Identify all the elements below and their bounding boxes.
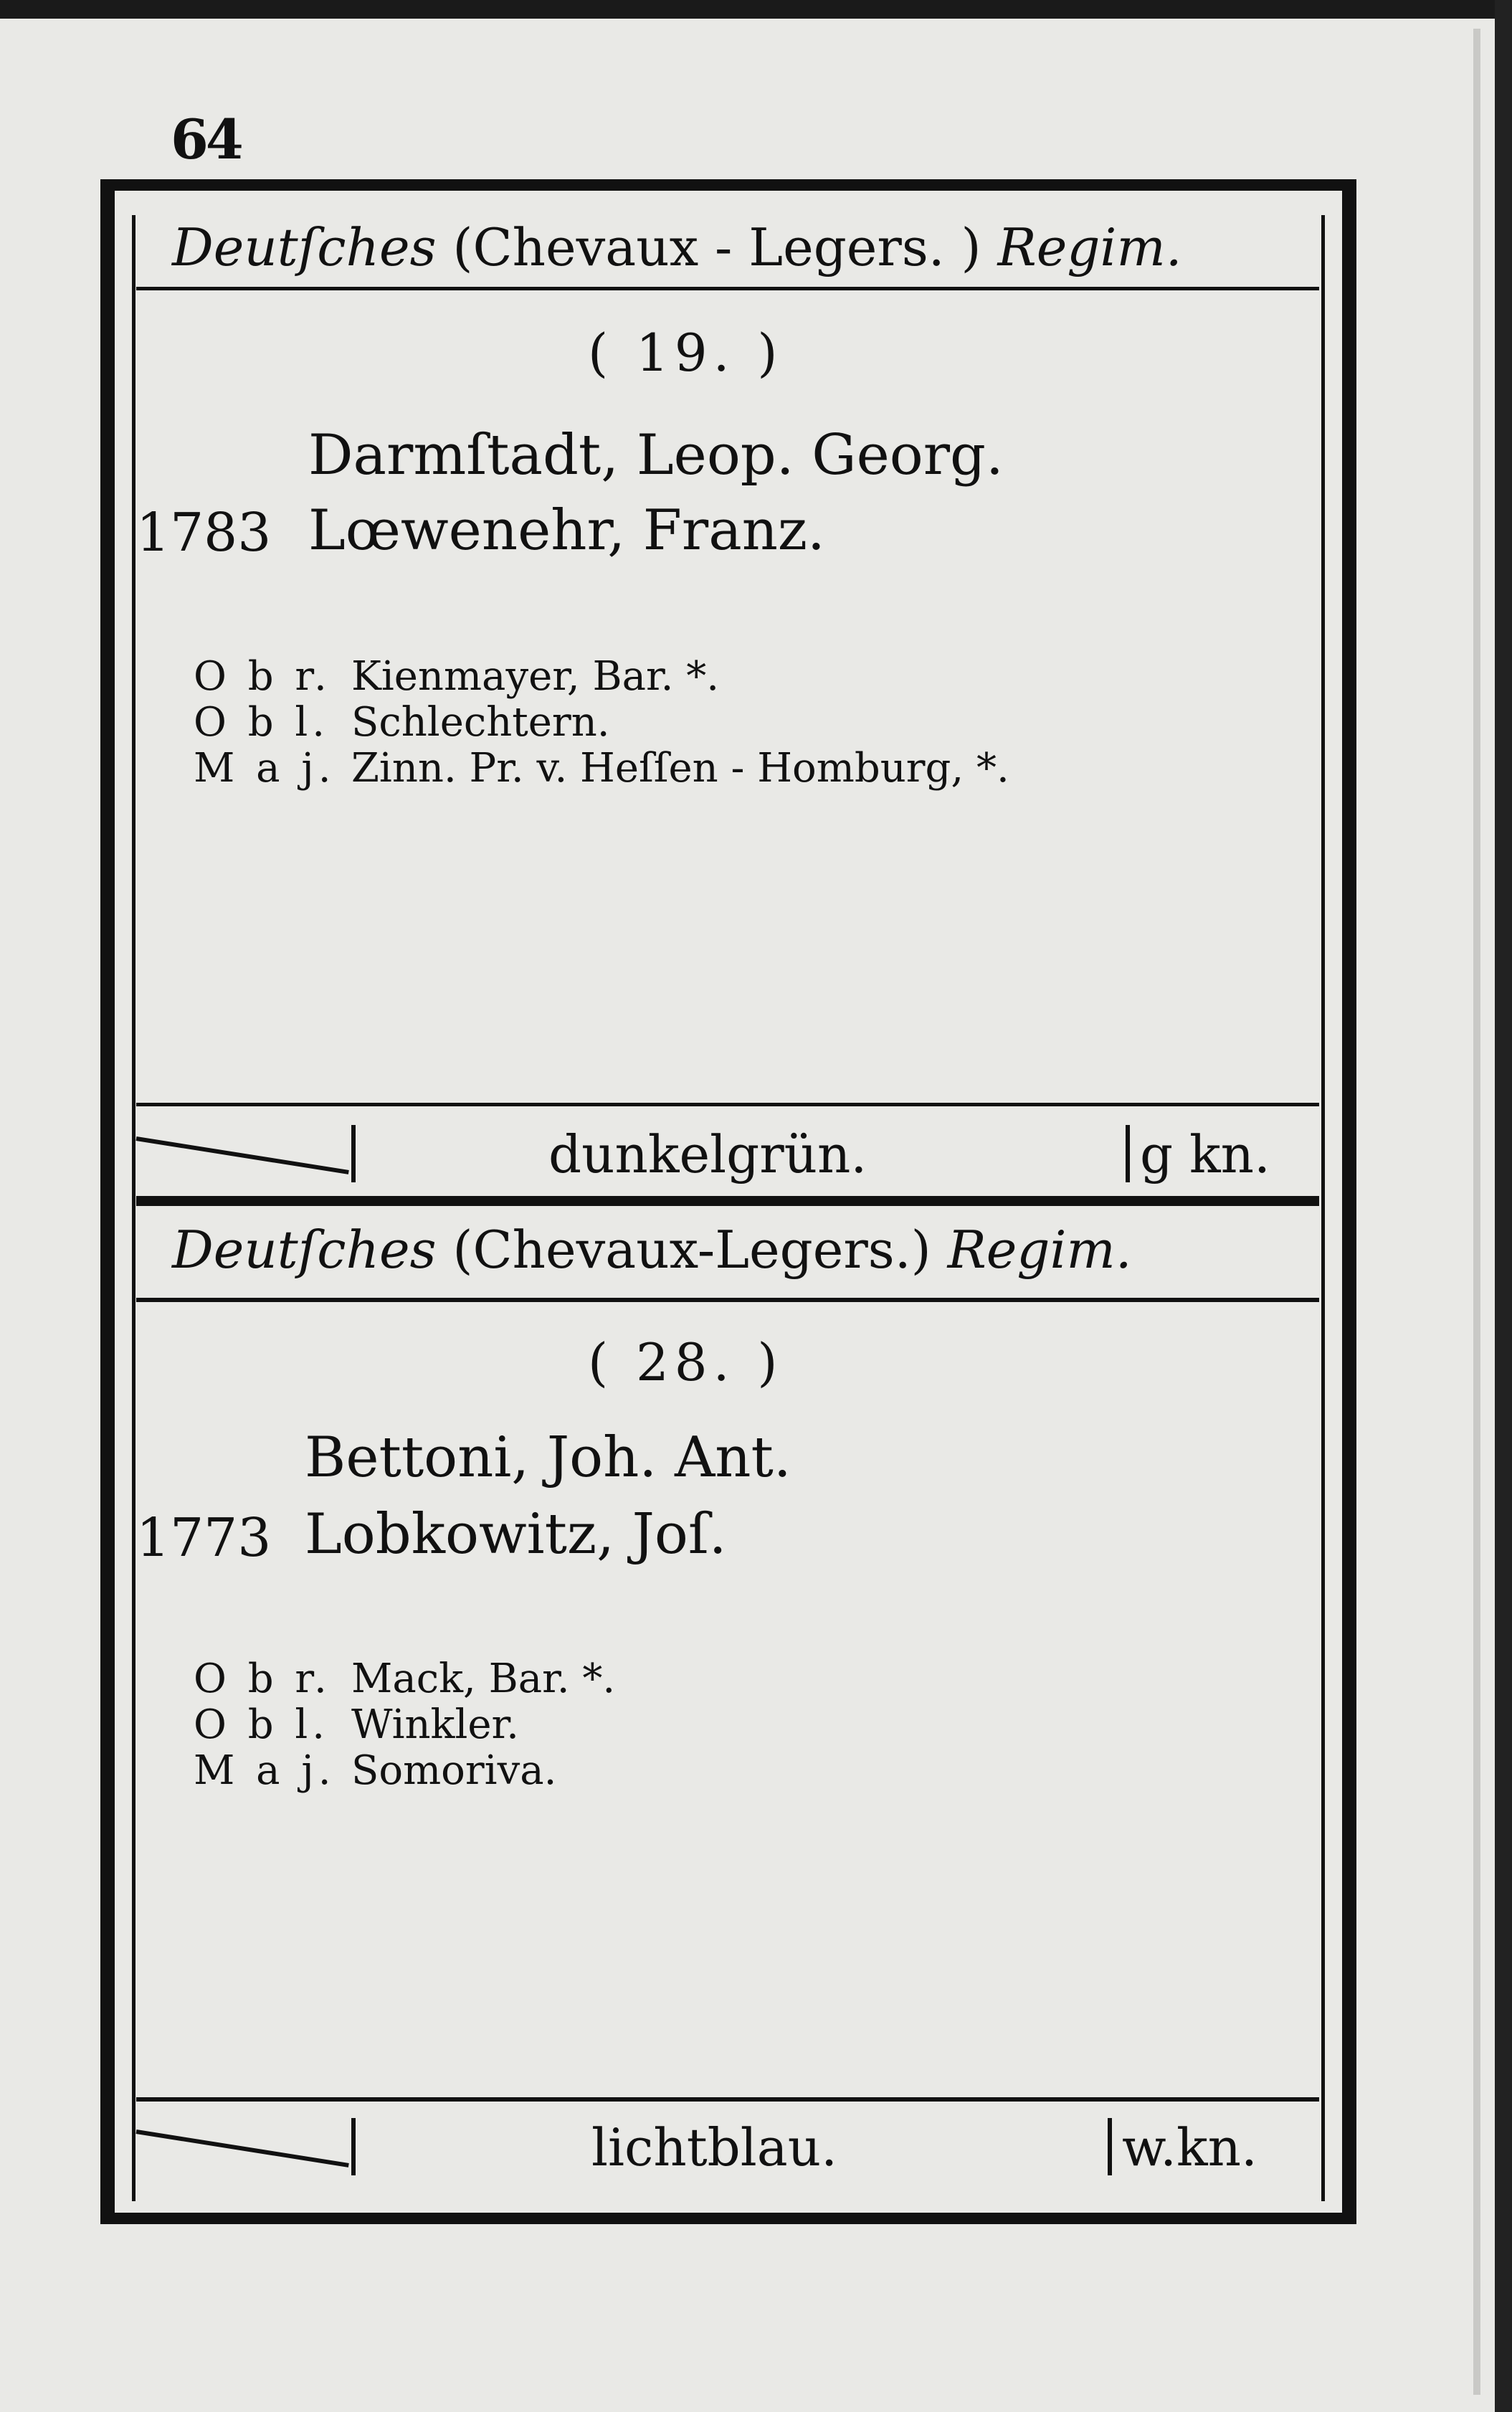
header-suffix: Regim. [947, 1220, 1132, 1280]
header-prefix: Deutſches [172, 217, 437, 277]
section-2-officer-row [194, 1748, 556, 1794]
footer-divider [1126, 1125, 1130, 1182]
section-2-header [136, 1210, 1319, 1289]
section-1-officer-row [194, 654, 719, 700]
scan-edge-shadow [1473, 29, 1480, 2395]
button-color: g kn. [1140, 1124, 1270, 1184]
scan-edge-right [1495, 0, 1512, 2412]
section-1-officer-row [194, 700, 610, 746]
officer-name: Somoriva. [351, 1747, 557, 1794]
footer-slash [136, 1136, 349, 1174]
footer-slash [136, 2130, 349, 2168]
officer-rank: O b r. [194, 653, 331, 700]
scan-edge-top [0, 0, 1512, 19]
uniform-color: dunkelgrün. [548, 1124, 867, 1184]
section-1-officer-row [194, 746, 1009, 792]
officer-rank: O b l. [194, 1701, 330, 1748]
section-1-header-rule [136, 287, 1319, 290]
section-1-footer-rule [136, 1103, 1319, 1106]
section-2-footer [136, 2108, 1319, 2187]
section-1-footer [136, 1115, 1319, 1194]
header-suffix: Regim. [997, 217, 1182, 277]
section-divider-thick [136, 1196, 1319, 1206]
footer-divider [351, 2118, 356, 2175]
officer-name: Kienmayer, Bar. *. [351, 653, 719, 700]
button-color: w.kn. [1122, 2117, 1257, 2178]
uniform-color: lichtblau. [591, 2117, 837, 2178]
officer-name: Mack, Bar. *. [351, 1656, 616, 1702]
header-middle: (Chevaux-Legers.) [436, 1220, 948, 1280]
section-1-second-owner: Lœwenehr, Franz. [308, 498, 825, 563]
officer-name: Zinn. Pr. v. Heſſen - Homburg, *. [351, 745, 1009, 792]
header-middle: (Chevaux - Legers. ) [436, 217, 998, 277]
section-1-year: 1783 [136, 502, 272, 564]
section-1-header [136, 208, 1319, 287]
header-prefix: Deutſches [172, 1220, 437, 1280]
section-2-footer-rule [136, 2097, 1319, 2102]
section-2-owner: Bettoni, Joh. Ant. [305, 1425, 791, 1490]
frame-inner-left-rule [132, 215, 135, 2201]
officer-name: Winkler. [351, 1701, 519, 1748]
officer-rank: M a j. [194, 745, 336, 792]
officer-name: Schlechtern. [351, 699, 610, 746]
section-1-regiment-number: ( 19. ) [588, 323, 784, 383]
section-1-owner: Darmſtadt, Leop. Georg. [308, 423, 1004, 488]
section-2-regiment-number: ( 28. ) [588, 1332, 784, 1392]
section-2-header-rule [136, 1298, 1319, 1302]
footer-divider [351, 1125, 356, 1182]
section-2-second-owner: Lobkowitz, Joſ. [305, 1502, 727, 1567]
section-2-year: 1773 [136, 1507, 272, 1569]
footer-divider [1108, 2118, 1112, 2175]
section-2-officer-row [194, 1656, 615, 1702]
officer-rank: O b r. [194, 1656, 331, 1702]
page-number: 64 [171, 108, 241, 171]
section-2-officer-row [194, 1702, 519, 1748]
frame-inner-right-rule [1321, 215, 1325, 2201]
officer-rank: O b l. [194, 699, 330, 746]
officer-rank: M a j. [194, 1747, 336, 1794]
